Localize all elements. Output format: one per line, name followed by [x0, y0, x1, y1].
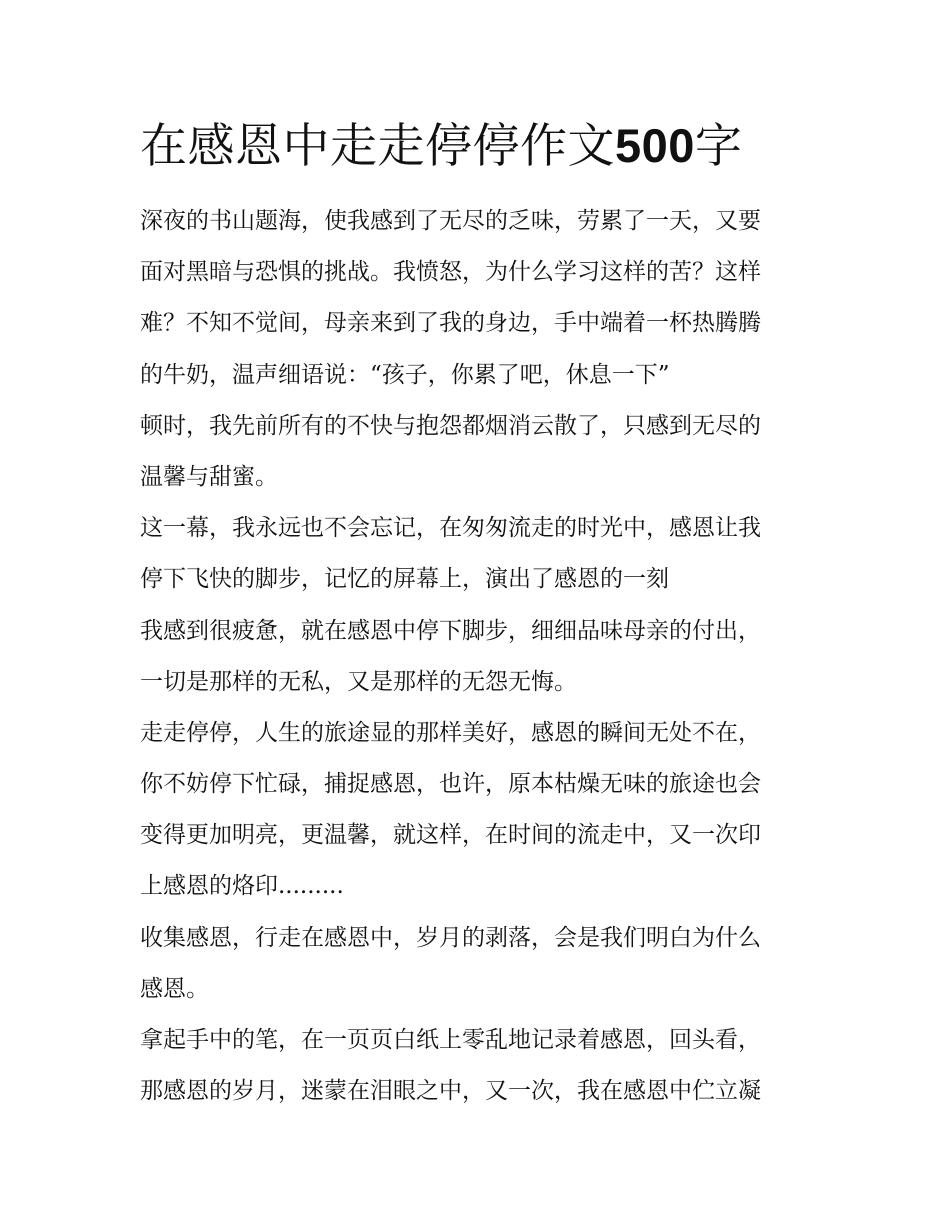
text-line: 上感恩的烙印.........: [140, 873, 344, 900]
text-line: 的牛奶，温声细语说：“孩子，你累了吧，休息一下”: [140, 361, 670, 388]
text-line: 难？不知不觉间，母亲来到了我的身边，手中端着一杯热腾腾: [140, 310, 761, 337]
text-line: 面对黑暗与恐惧的挑战。我愤怒，为什么学习这样的苦？这样: [140, 259, 761, 286]
text-line: 停下飞快的脚步，记忆的屏幕上，演出了感恩的一刻: [140, 566, 669, 593]
text-line: 一切是那样的无私，又是那样的无怨无悔。: [140, 668, 577, 695]
text-line: 那感恩的岁月，迷蒙在泪眼之中，又一次，我在感恩中伫立凝: [140, 1078, 761, 1105]
text-line: 顿时，我先前所有的不快与抱怨都烟消云散了，只感到无尽的: [140, 412, 761, 439]
text-line: 收集感恩，行走在感恩中，岁月的剥落，会是我们明白为什么: [140, 924, 761, 951]
document-title: [140, 112, 840, 181]
title-suffix: 字: [694, 119, 743, 174]
text-line: 温馨与甜蜜。: [140, 463, 278, 490]
title-number: 500: [615, 119, 695, 172]
text-line: 我感到很疲惫，就在感恩中停下脚步，细细品味母亲的付出，: [140, 617, 761, 644]
text-line: 深夜的书山题海，使我感到了无尽的乏味，劳累了一天，又要: [140, 208, 761, 234]
title-text: 在感恩中走走停停作文: [140, 119, 615, 174]
document-body: [140, 196, 820, 1117]
text-line: 走走停停，人生的旅途显的那样美好，感恩的瞬间无处不在，: [140, 719, 761, 746]
text-line: 变得更加明亮，更温馨，就这样，在时间的流走中，又一次印: [140, 822, 761, 849]
text-line: 感恩。: [140, 975, 209, 1002]
text-line: 这一幕，我永远也不会忘记，在匆匆流走的时光中，感恩让我: [140, 515, 761, 542]
text-line: 拿起手中的笔，在一页页白纸上零乱地记录着感恩，回头看，: [140, 1027, 761, 1053]
text-line: 你不妨停下忙碌，捕捉感恩，也许，原本枯燥无味的旅途也会: [140, 771, 761, 798]
